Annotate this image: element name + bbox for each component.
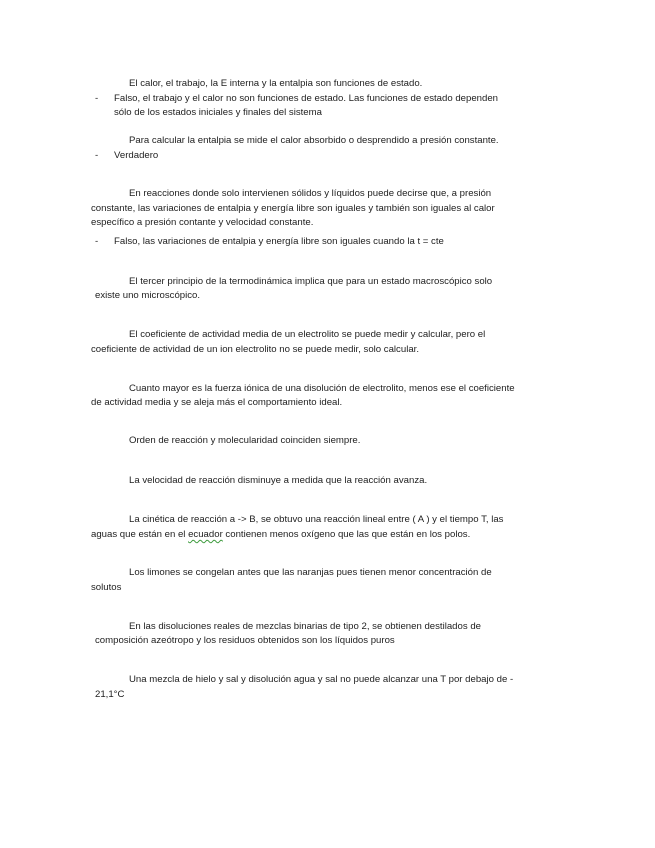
statement-1: El calor, el trabajo, la E interna y la entalpia son funciones de estado.: [129, 78, 423, 89]
statement-9-line-1: La cinética de reacción a -> B, se obtuvo una reacción lineal entre ( A ) y el tiempo T, las: [129, 514, 504, 525]
statement-5-line-2: coeficiente de actividad de un ion electrolito no se puede medir, solo calcular.: [91, 344, 419, 355]
bullet-3: -: [95, 236, 99, 247]
statement-3-line-3: específico a presión contante y velocidad constante.: [91, 217, 314, 228]
statement-10-line-1: Los limones se congelan antes que las naranjas pues tienen menor concentración de: [129, 567, 492, 578]
statement-11-line-1: En las disoluciones reales de mezclas binarias de tipo 2, se obtienen destilados de: [129, 621, 481, 632]
statement-8: La velocidad de reacción disminuye a medida que la reacción avanza.: [129, 475, 428, 486]
spellcheck-word[interactable]: ecuador: [188, 529, 223, 540]
statement-12-line-2: 21,1°C: [95, 689, 125, 700]
bullet-2: -: [95, 150, 99, 161]
statement-11-line-2: composición azeótropo y los residuos obtenidos son los líquidos puros: [95, 635, 395, 646]
statement-10-line-2: solutos: [91, 582, 122, 593]
answer-3: Falso, las variaciones de entalpia y energía libre son iguales cuando la t = cte: [114, 236, 444, 247]
statement-9-line-2: [91, 529, 470, 541]
answer-1-line-1: Falso, el trabajo y el calor no son funciones de estado. Las funciones de estado dependen: [114, 93, 499, 104]
statement-12-line-1: Una mezcla de hielo y sal y disolución agua y sal no puede alcanzar una T por debajo de -: [129, 674, 514, 685]
answer-2: Verdadero: [114, 150, 159, 161]
statement-4-line-2: existe uno microscópico.: [95, 290, 201, 301]
statement-9-text-a: aguas que están en el: [91, 529, 189, 540]
statement-5-line-1: El coeficiente de actividad media de un electrolito se puede medir y calcular, pero el: [129, 329, 486, 340]
statement-6-line-2: de actividad media y se aleja más el comportamiento ideal.: [91, 397, 343, 408]
statement-3-line-1: En reacciones donde solo intervienen sólidos y líquidos puede decirse que, a presión: [129, 188, 492, 199]
statement-3-line-2: constante, las variaciones de entalpia y energía libre son iguales y también son iguales al calor: [91, 203, 495, 214]
statement-7: Orden de reacción y molecularidad coinciden siempre.: [129, 435, 361, 446]
statement-6-line-1: Cuanto mayor es la fuerza iónica de una disolución de electrolito, menos ese el coeficiente: [129, 383, 515, 394]
statement-2: Para calcular la entalpia se mide el calor absorbido o desprendido a presión constante.: [129, 135, 499, 146]
bullet-1: -: [95, 93, 99, 104]
statement-4-line-1: El tercer principio de la termodinámica implica que para un estado macroscópico solo: [129, 276, 493, 287]
statement-9-text-c: contienen menos oxígeno que las que están en los polos.: [222, 529, 471, 540]
answer-1-line-2: sólo de los estados iniciales y finales del sistema: [114, 107, 322, 118]
